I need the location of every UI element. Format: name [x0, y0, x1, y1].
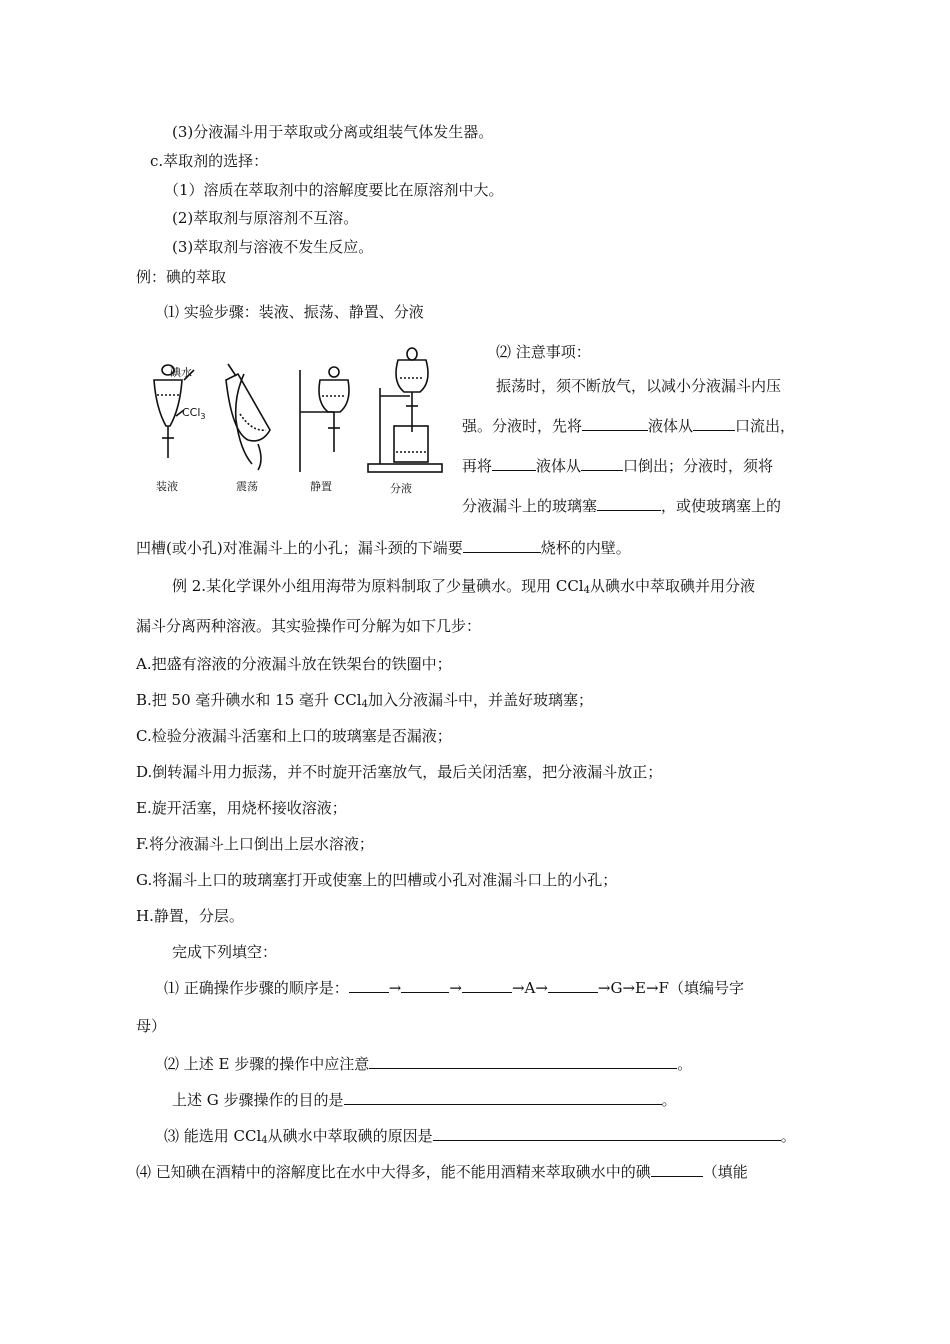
fill-in-line	[136, 538, 631, 558]
answer-blank[interactable]	[582, 416, 648, 431]
text-fragment: 口流出，	[735, 417, 796, 435]
text-fragment: ⑵ 上述 E 步骤的操作中应注意	[164, 1055, 370, 1073]
iodine-water-label: 碘水	[170, 366, 192, 379]
question-4	[136, 1162, 748, 1182]
text-fragment: 强。分液时，先将	[462, 417, 583, 435]
text-fragment: 分液漏斗上的玻璃塞	[462, 497, 598, 515]
text-fragment: ⑷ 已知碘在酒精中的溶解度比在水中大得多，能不能用酒精来萃取碘水中的碘	[136, 1163, 651, 1181]
step-label-loading: 装液	[156, 480, 178, 493]
step-h: H.静置，分层。	[136, 907, 244, 925]
question-2b	[172, 1090, 677, 1110]
step-a: A.把盛有溶液的分液漏斗放在铁架台的铁圈中；	[136, 655, 452, 673]
shaking-illustration	[226, 364, 270, 470]
text-line: 漏斗分离两种溶液。其实验操作可分解为如下几步：	[136, 617, 482, 635]
text-fragment: →A→	[511, 979, 548, 997]
step-label-standing: 静置	[310, 480, 332, 493]
subscript: 4	[261, 1135, 268, 1146]
question-2a	[164, 1054, 692, 1074]
text-fragment: B.把 50 毫升碘水和 15 毫升 CCl	[136, 691, 362, 709]
text-fragment: 凹槽(或小孔)对准漏斗上的小孔；漏斗颈的下端要	[136, 539, 463, 557]
notes-heading: ⑵ 注意事项：	[496, 343, 591, 361]
text-line: (2)萃取剂与原溶剂不互溶。	[172, 209, 359, 227]
text-fragment: 上述 G 步骤操作的目的是	[172, 1091, 344, 1109]
question-3	[164, 1126, 796, 1151]
answer-blank[interactable]	[433, 1126, 781, 1141]
answer-blank[interactable]	[581, 456, 623, 471]
example-2-intro	[172, 576, 755, 601]
step-b	[136, 690, 593, 715]
fill-in-line	[462, 416, 795, 436]
text-fragment: 口倒出；分液时，须将	[623, 457, 774, 475]
answer-blank[interactable]	[369, 1054, 677, 1069]
answer-blank[interactable]	[597, 496, 661, 511]
text-fragment: 液体从	[536, 457, 582, 475]
text-fragment: →G→E→F（填编号字	[597, 979, 744, 997]
question-1	[164, 978, 744, 998]
text-line: ⑴ 实验步骤：装液、振荡、静置、分液	[164, 303, 424, 321]
question-prompt: 完成下列填空：	[172, 943, 278, 961]
answer-blank[interactable]	[401, 978, 449, 993]
answer-blank[interactable]	[651, 1162, 703, 1177]
text-fragment: 加入分液漏斗中，并盖好玻璃塞；	[367, 691, 593, 709]
step-g: G.将漏斗上口的玻璃塞打开或使塞上的凹槽或小孔对准漏斗口上的小孔；	[136, 871, 618, 889]
arrow: →	[449, 979, 462, 997]
text-fragment: ，或使玻璃塞上的	[661, 497, 782, 515]
text-line: (3)分液漏斗用于萃取或分离或组装气体发生器。	[172, 123, 494, 141]
example-heading: 例：碘的萃取	[136, 268, 227, 286]
separating-illustration	[368, 348, 442, 472]
apparatus-figure	[140, 340, 465, 510]
answer-blank[interactable]	[693, 416, 735, 431]
answer-blank[interactable]	[492, 456, 536, 471]
text-fragment: 再将	[462, 457, 493, 475]
step-label-separating: 分液	[390, 482, 412, 495]
text-fragment: ⑴ 正确操作步骤的顺序是：	[164, 979, 349, 997]
arrow: →	[388, 979, 402, 997]
text-line: （1）溶质在萃取剂中的溶解度要比在原溶剂中大。	[164, 181, 504, 199]
step-d: D.倒转漏斗用力振荡，并不时旋开活塞放气，最后关闭活塞，把分液漏斗放正；	[136, 763, 663, 781]
text-fragment: 。	[780, 1127, 796, 1145]
step-c: C.检验分液漏斗活塞和上口的玻璃塞是否漏液；	[136, 727, 452, 745]
text-fragment: 烧杯的内壁。	[540, 539, 631, 557]
text-fragment: 从碘水中萃取碘的原因是	[267, 1127, 433, 1145]
text-line: (3)萃取剂与溶液不发生反应。	[172, 238, 374, 256]
answer-blank[interactable]	[548, 978, 598, 993]
text-fragment: 例 2.某化学课外小组用海带为原料制取了少量碘水。现用 CCl	[172, 577, 584, 595]
text-line: 母）	[136, 1017, 167, 1035]
standing-illustration	[300, 367, 349, 472]
step-f: F.将分液漏斗上口倒出上层水溶液；	[136, 835, 374, 853]
step-label-shaking: 震荡	[236, 480, 258, 493]
text-fragment: 。	[677, 1055, 693, 1073]
text-fragment: 液体从	[648, 417, 694, 435]
fill-in-line	[462, 456, 773, 476]
text-fragment: ⑶ 能选用 CCl	[164, 1127, 262, 1145]
text-fragment: 。	[661, 1091, 677, 1109]
section-heading: c.萃取剂的选择：	[150, 152, 269, 170]
step-e: E.旋开活塞，用烧杯接收溶液；	[136, 799, 347, 817]
text-fragment: 从碘水中萃取碘并用分液	[589, 577, 755, 595]
answer-blank[interactable]	[462, 978, 512, 993]
text-fragment: （填能	[702, 1163, 748, 1181]
text-line: 振荡时，须不断放气，以减小分液漏斗内压	[496, 377, 782, 395]
answer-blank[interactable]	[349, 978, 389, 993]
answer-blank[interactable]	[463, 538, 541, 553]
subscript: 4	[361, 699, 368, 710]
answer-blank[interactable]	[344, 1090, 662, 1105]
fill-in-line	[462, 496, 781, 516]
ccl4-label: CCl$_3$	[182, 406, 206, 421]
subscript: 4	[583, 585, 590, 596]
